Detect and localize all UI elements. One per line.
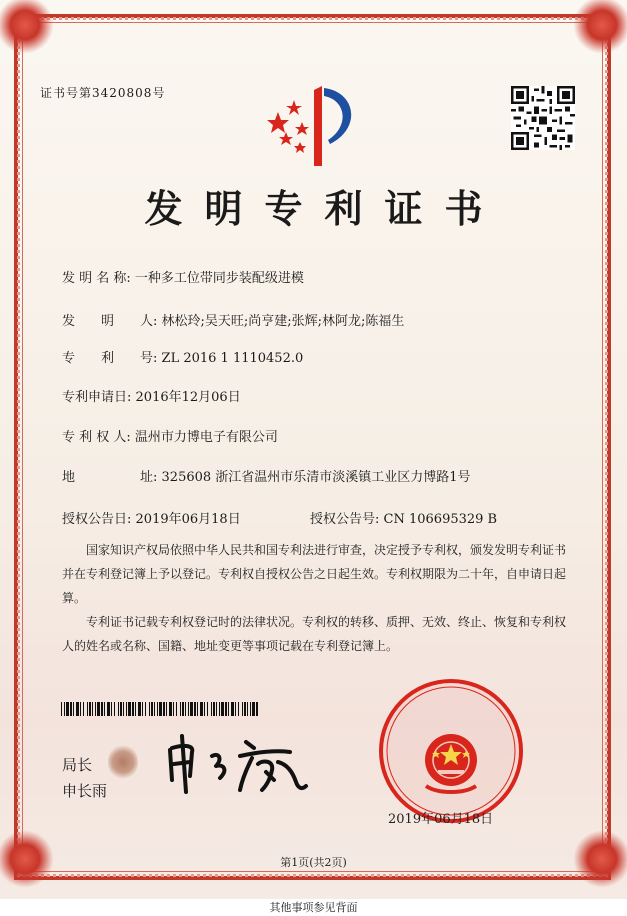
- barcode-bar: [235, 702, 236, 716]
- barcode-bar: [204, 702, 205, 716]
- field-value: ZL 2016 1 1110452.0: [161, 351, 304, 366]
- barcode-bar: [66, 702, 69, 716]
- barcode-icon: [61, 702, 261, 716]
- barcode-bar: [80, 702, 81, 716]
- field-value: 325608 浙江省温州市乐清市淡溪镇工业区力博路1号: [161, 470, 471, 485]
- barcode-bar: [118, 702, 119, 716]
- field-value: 温州市力博电子有限公司: [134, 430, 278, 445]
- barcode-bar: [101, 702, 103, 716]
- seal-date: 2019年06月18日: [388, 812, 494, 827]
- barcode-bar: [89, 702, 91, 716]
- barcode-bar: [247, 702, 248, 716]
- certificate-number: 证书号第3420808号: [40, 86, 166, 100]
- barcode-bar: [107, 702, 110, 716]
- field-address: [62, 466, 471, 485]
- page-number: 第1页(共2页): [280, 856, 347, 869]
- handwritten-signature-icon: [162, 730, 312, 796]
- barcode-bar: [111, 702, 112, 716]
- barcode-bar: [159, 702, 162, 716]
- barcode-bar: [211, 702, 212, 716]
- field-invention-name: [62, 267, 304, 286]
- barcode-bar: [151, 702, 153, 716]
- legal-status-text: 专利证书记载专利权登记时的法律状况。专利权的转移、质押、无效、终止、恢复和专利权人的姓名或名称、国籍、地址变更等事项记载在专利登记簿上。: [62, 615, 567, 653]
- barcode-bar: [238, 702, 239, 716]
- grant-statement: [62, 538, 567, 610]
- barcode-bar: [128, 702, 131, 716]
- barcode-bar: [142, 702, 143, 716]
- barcode-bar: [126, 702, 127, 716]
- barcode-bar: [190, 702, 193, 716]
- barcode-bar: [61, 702, 62, 716]
- barcode-bar: [163, 702, 165, 716]
- barcode-bar: [138, 702, 141, 716]
- field-label: 发 明 名 称:: [62, 271, 131, 286]
- barcode-bar: [213, 702, 215, 716]
- field-value: 2019年06月18日: [135, 512, 241, 527]
- barcode-bar: [76, 702, 79, 716]
- barcode-bar: [221, 702, 224, 716]
- barcode-bar: [194, 702, 196, 716]
- field-label: 专 利 权 人:: [62, 430, 131, 445]
- field-label: 地 址:: [62, 470, 158, 485]
- barcode-bar: [123, 702, 124, 716]
- barcode-bar: [70, 702, 72, 716]
- barcode-bar: [104, 702, 105, 716]
- barcode-bar: [252, 702, 255, 716]
- field-label: 授权公告号:: [310, 512, 380, 527]
- field-publication-number: [310, 508, 497, 527]
- barcode-bar: [242, 702, 243, 716]
- field-value: 2016年12月06日: [135, 390, 241, 405]
- barcode-bar: [114, 702, 115, 716]
- barcode-bar: [185, 702, 186, 716]
- barcode-bar: [120, 702, 122, 716]
- footer-note: 其他事项参见背面: [0, 899, 627, 916]
- patent-office-logo-icon: [266, 82, 362, 168]
- barcode-bar: [87, 702, 88, 716]
- barcode-bar: [182, 702, 184, 716]
- barcode-bar: [154, 702, 155, 716]
- field-patent-number: [62, 347, 303, 366]
- barcode-bar: [197, 702, 198, 716]
- barcode-bar: [83, 702, 84, 716]
- barcode-bar: [135, 702, 136, 716]
- barcode-bar: [132, 702, 134, 716]
- barcode-bar: [145, 702, 146, 716]
- field-grant-date: [62, 508, 241, 527]
- barcode-bar: [95, 702, 96, 716]
- barcode-bar: [97, 702, 100, 716]
- field-application-date: [62, 386, 241, 405]
- barcode-bar: [92, 702, 93, 716]
- field-label: 专利申请日:: [62, 390, 132, 405]
- ink-smudge: [108, 744, 138, 780]
- field-value: CN 106695329 B: [383, 512, 498, 527]
- barcode-bar: [149, 702, 150, 716]
- signatory-title: 局长: [62, 756, 93, 774]
- barcode-bar: [166, 702, 167, 716]
- field-label: 授权公告日:: [62, 512, 132, 527]
- barcode-bar: [244, 702, 246, 716]
- barcode-bar: [157, 702, 158, 716]
- barcode-bar: [188, 702, 189, 716]
- signatory-name: 申长雨: [62, 782, 108, 800]
- corner-ornament-top-right: [573, 0, 627, 54]
- field-value: 林松玲;吴天旺;尚亨建;张辉;林阿龙;陈福生: [161, 314, 405, 329]
- barcode-bar: [225, 702, 227, 716]
- certificate-title: 发明专利证书: [144, 186, 505, 231]
- barcode-bar: [256, 702, 258, 716]
- field-label: 专 利 号:: [62, 351, 158, 366]
- barcode-bar: [250, 702, 251, 716]
- field-value: 一种多工位带同步装配级进模: [134, 271, 304, 286]
- qr-code-icon: [511, 86, 575, 150]
- legal-status-statement: [62, 610, 567, 658]
- grant-statement-text: 国家知识产权局依照中华人民共和国专利法进行审查，决定授予专利权，颁发发明专利证书并在专利登记簿上予以登记。专利权自授权公告之日起生效。专利权期限为二十年，自申请日起算。: [62, 543, 567, 605]
- barcode-bar: [228, 702, 229, 716]
- field-label: 发 明 人:: [62, 314, 158, 329]
- barcode-bar: [200, 702, 203, 716]
- barcode-bar: [216, 702, 217, 716]
- barcode-bar: [180, 702, 181, 716]
- barcode-bar: [176, 702, 177, 716]
- official-seal-icon: [378, 678, 524, 824]
- barcode-bar: [207, 702, 208, 716]
- field-inventors: [62, 310, 404, 329]
- barcode-bar: [173, 702, 174, 716]
- barcode-bar: [64, 702, 65, 716]
- barcode-bar: [73, 702, 74, 716]
- field-patentee: [62, 426, 278, 445]
- barcode-bar: [219, 702, 220, 716]
- barcode-bar: [231, 702, 234, 716]
- barcode-bar: [169, 702, 172, 716]
